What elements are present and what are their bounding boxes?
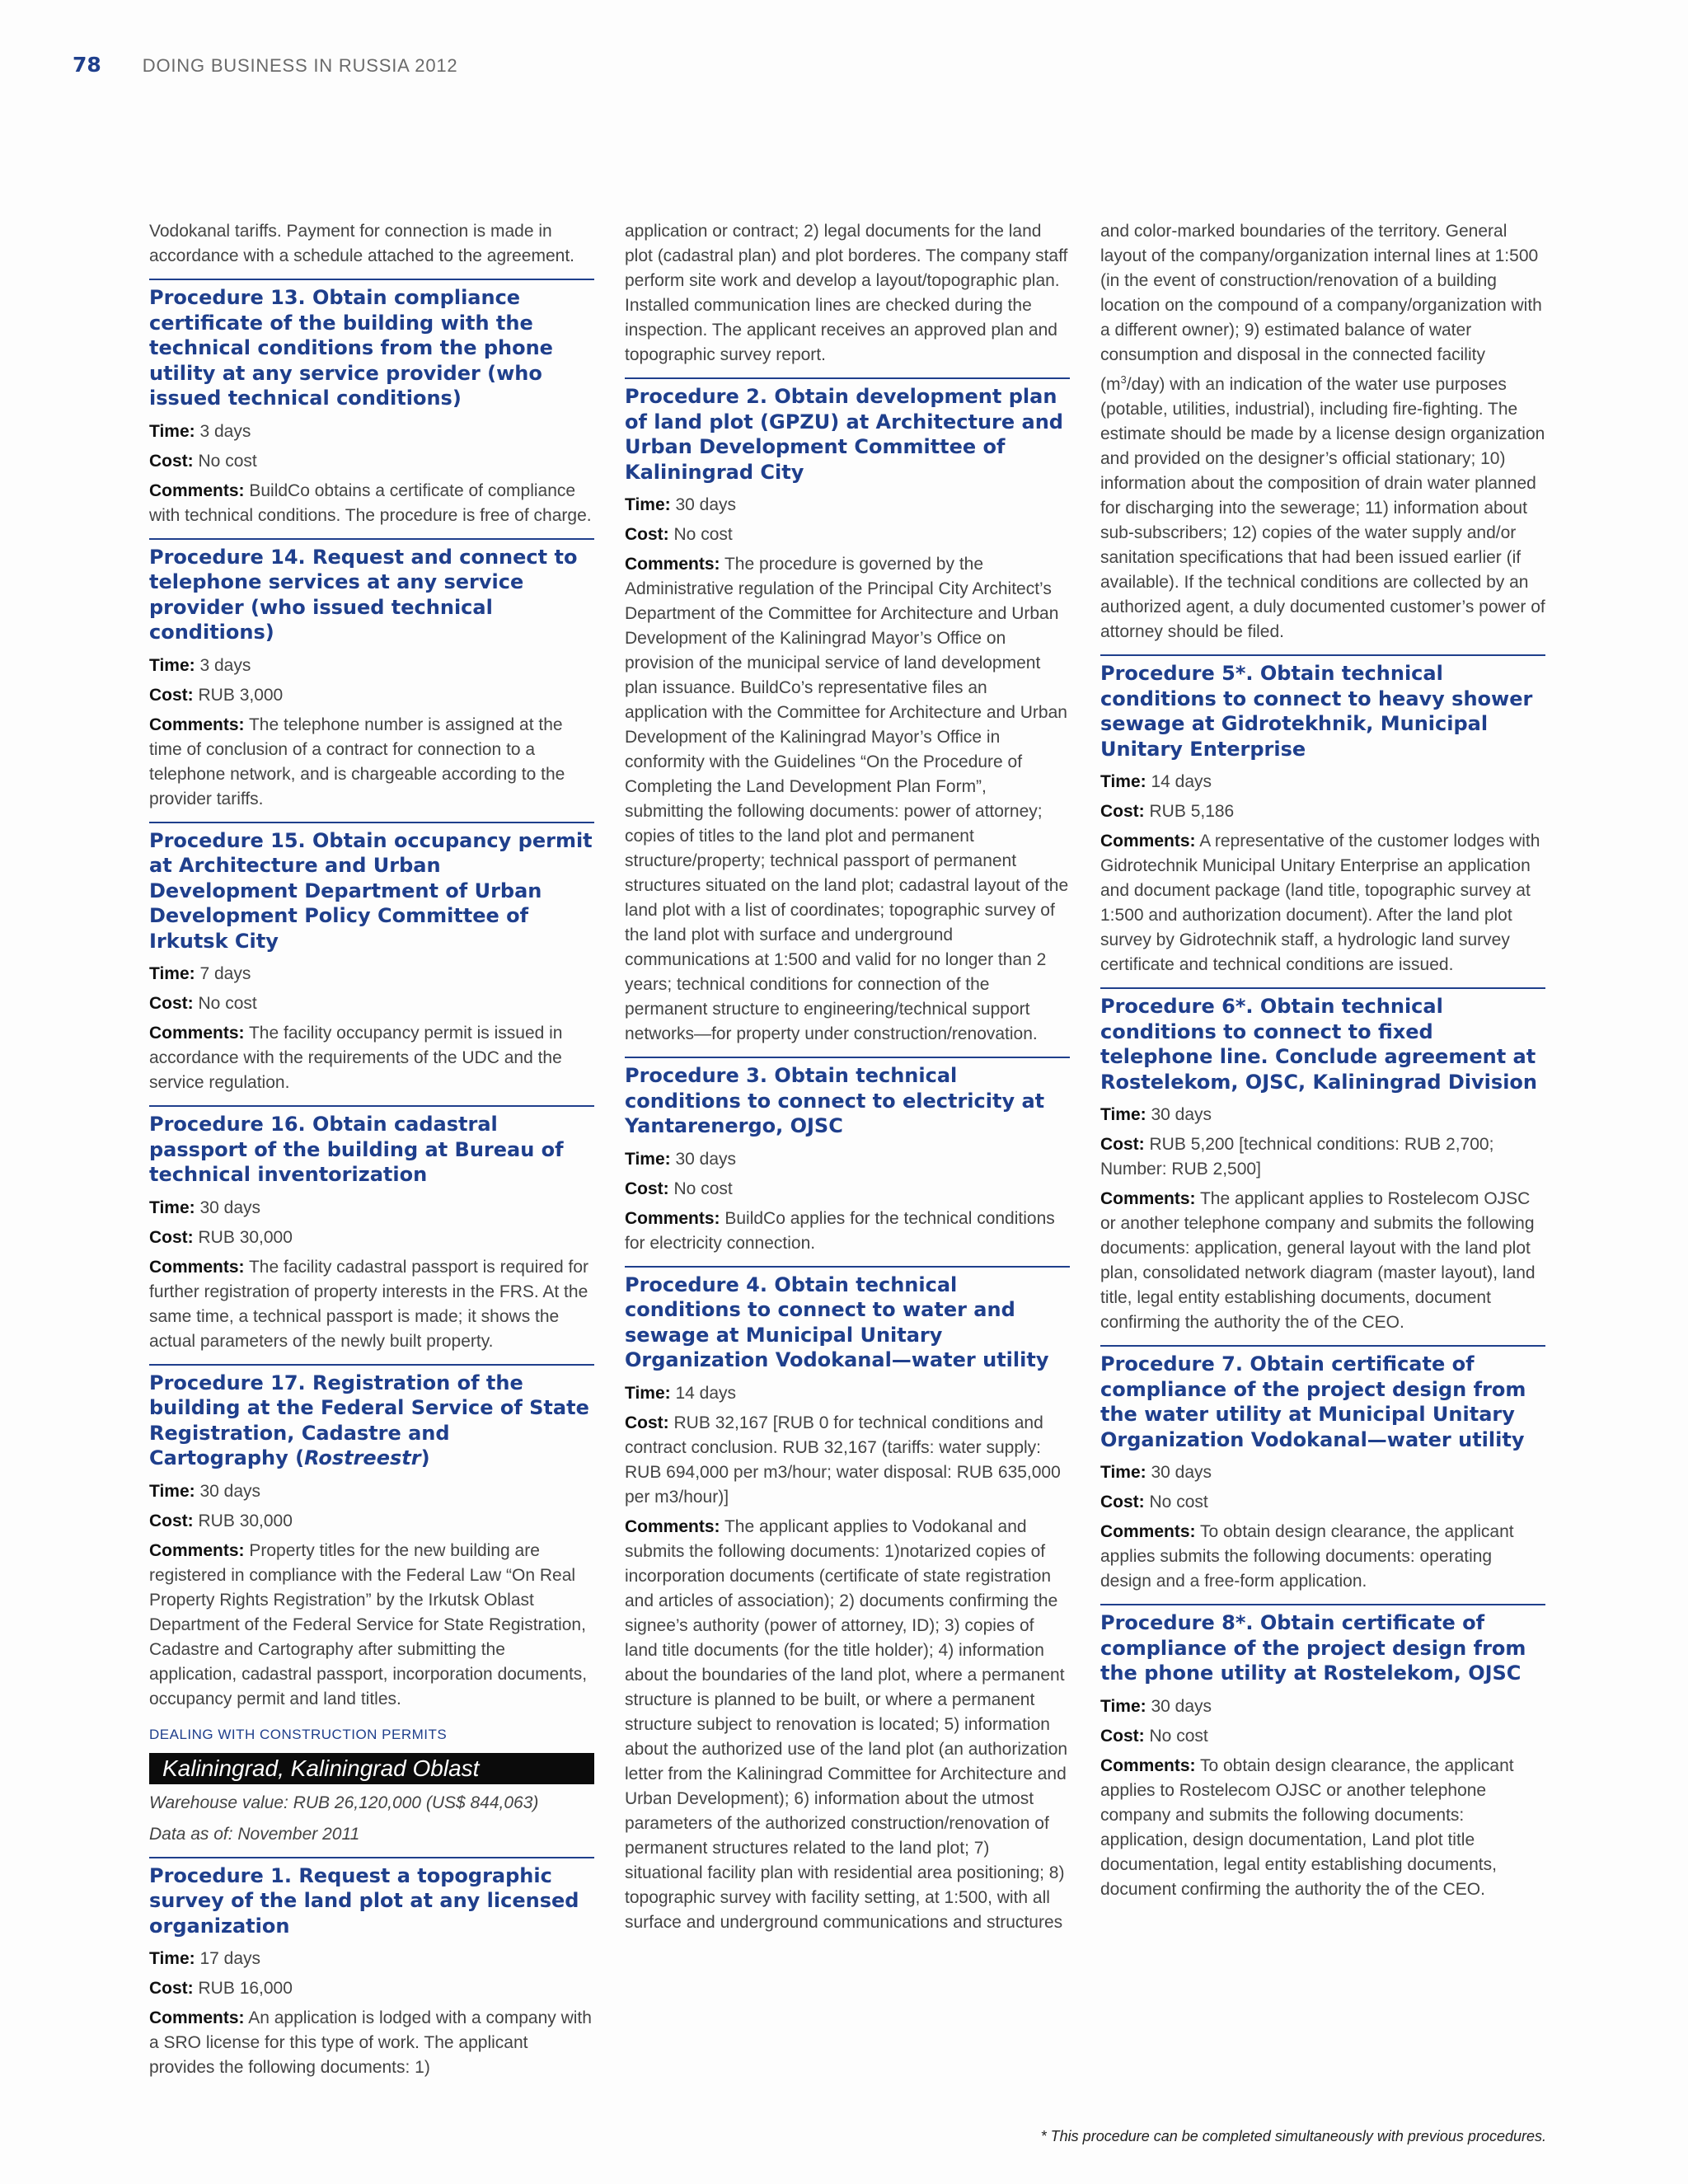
running-title: DOING BUSINESS IN RUSSIA 2012 <box>142 55 458 76</box>
time-value: 30 days <box>1151 1696 1212 1716</box>
procedure-title <box>149 1371 594 1471</box>
cost-value: No cost <box>1149 1726 1208 1746</box>
time-field <box>625 1147 1070 1172</box>
comments-label: Comments: <box>1100 1755 1196 1775</box>
page-header <box>73 53 457 86</box>
time-field <box>1100 1460 1545 1485</box>
cost-field <box>149 1509 594 1534</box>
cost-field <box>149 1976 594 2001</box>
time-label: Time: <box>1100 1463 1146 1482</box>
time-field <box>1100 1103 1545 1127</box>
procedure-title: Procedure 16. Obtain cadastral passport of the building at Bureau of technical inventorization <box>149 1113 564 1186</box>
cost-label: Cost: <box>149 1979 194 1998</box>
time-label: Time: <box>625 495 671 514</box>
time-value: 3 days <box>199 421 251 441</box>
procedure-title: Procedure 2. Obtain development plan of land plot (GPZU) at Architecture and Urban Development Committee of Kaliningrad City <box>625 385 1063 484</box>
comments-text: The facility occupancy permit is issued in accordance with the requirements of the UDC and the service regulation. <box>149 1024 563 1092</box>
time-field <box>149 1947 594 1971</box>
column-1 <box>149 219 594 2085</box>
comments-field <box>1100 829 1545 977</box>
time-value: 17 days <box>199 1949 261 1968</box>
cost-field <box>625 1411 1070 1510</box>
comments-label: Comments: <box>149 2008 245 2027</box>
section-label: DEALING WITH CONSTRUCTION PERMITS <box>149 1726 448 1742</box>
superscript: 3 <box>1120 373 1127 386</box>
cost-field <box>149 683 594 708</box>
cost-label: Cost: <box>625 1179 669 1198</box>
comments-label: Comments: <box>1100 832 1196 851</box>
procedure-2 <box>625 377 1070 1047</box>
comments-label: Comments: <box>625 1516 720 1536</box>
comments-text: A representative of the customer lodges with Gidrotechnik Municipal Unitary Enterprise an application and document package (land title, topographic survey at 1:500 and authorization document). After the land plot survey by Gidrotechnik staff, a hydrologic land survey certificate and technical conditions are issued. <box>1100 832 1540 974</box>
time-field <box>625 493 1070 518</box>
time-value: 30 days <box>675 1149 737 1169</box>
cost-value: RUB 30,000 <box>198 1511 293 1530</box>
time-label: Time: <box>149 1949 195 1968</box>
procedure-title: Procedure 13. Obtain compliance certificate of the building with the technical conditions from the phone utility at any service provider (who issued technical conditions) <box>149 286 553 410</box>
time-value: 14 days <box>675 1383 737 1403</box>
time-value: 14 days <box>1151 772 1212 791</box>
cost-field <box>625 1177 1070 1202</box>
comments-label: Comments: <box>149 480 245 500</box>
procedure-3 <box>625 1057 1070 1256</box>
procedure-5 <box>1100 654 1545 977</box>
continued-text: application or contract; 2) legal documents for the land plot (cadastral plan) and plot borderes. The company staff perform site work and develop a layout/topographic plan. Installed communication lines are checked during the inspection. The applicant receives an approved plan and topographic survey report. <box>625 222 1068 364</box>
cost-value: No cost <box>673 1179 733 1198</box>
comments-text: The facility cadastral passport is required for further registration of property interests in the FRS. At the same time, a technical passport is made; it shows the actual parameters of the newly built property. <box>149 1257 588 1351</box>
cost-field <box>149 449 594 474</box>
procedure-16 <box>149 1105 594 1354</box>
procedure-4 <box>625 1266 1070 1935</box>
comments-field <box>149 2006 594 2080</box>
procedure-title: Procedure 15. Obtain occupancy permit at Architecture and Urban Development Department of Urban Development Policy Committee of Irkutsk City <box>149 828 593 953</box>
cost-value: No cost <box>673 525 733 544</box>
procedure-6 <box>1100 987 1545 1335</box>
time-value: 30 days <box>199 1481 261 1501</box>
comments-label: Comments: <box>625 1208 720 1228</box>
time-label: Time: <box>149 655 195 675</box>
time-field <box>1100 1694 1545 1719</box>
comments-label: Comments: <box>149 1540 245 1560</box>
time-label: Time: <box>149 421 195 441</box>
page-number: 78 <box>73 53 101 77</box>
cost-value: RUB 16,000 <box>198 1979 293 1998</box>
time-field <box>149 654 594 678</box>
cost-label: Cost: <box>1100 1726 1145 1746</box>
time-field <box>1100 770 1545 794</box>
cost-field <box>1100 1724 1545 1749</box>
comments-label: Comments: <box>1100 1522 1196 1541</box>
cost-value: No cost <box>1149 1493 1208 1511</box>
cost-value: RUB 5,200 [technical conditions: RUB 2,700; Number: RUB 2,500] <box>1100 1135 1494 1179</box>
comments-text: The applicant applies to Rostelecom OJSC or another telephone company and submits the following documents: application, general layout with the land plot plan, consolidated network diagram (master layout), land title, legal entity establishing documents, document confirming the authority the of the CEO. <box>1100 1189 1536 1332</box>
comments-field <box>149 1539 594 1712</box>
comments-text: BuildCo applies for the technical conditions for electricity connection. <box>625 1208 1055 1253</box>
procedure-7 <box>1100 1345 1545 1594</box>
procedure-title: Procedure 8*. Obtain certificate of compliance of the project design from the phone utility at Rostelekom, OJSC <box>1100 1611 1526 1685</box>
comments-text: The applicant applies to Vodokanal and submits the following documents: 1)notarized copies of incorporation documents (certificate of state registration and articles of association); 2) documents confirming the signee’s authority (power of attorney, ID); 3) copies of land title documents (for the title holder); 4) information about the boundaries of the land plot, where a permanent structure is planned to be built, or where a permanent structure subject to renovation is located; 5) information about the authorized use of the land plot (an authorization letter from the Kaliningrad Committee for Architecture and Urban Development); 6) information about the utmost parameters of the authorized construction/renovation of permanent structures related to the land plot; 7) situational facility plan with residential area positioning; 8) topographic survey with facility setting, at 1:500, with all surface and underground communications and structures <box>625 1516 1068 1932</box>
procedure-title: Procedure 3. Obtain technical conditions to connect to electricity at Yantarenergo, OJSC <box>625 1064 1045 1137</box>
time-value: 30 days <box>199 1197 261 1217</box>
comments-text: BuildCo obtains a certificate of compliance with technical conditions. The procedure is free of charge. <box>149 480 592 525</box>
time-label: Time: <box>1100 1105 1146 1124</box>
comments-text: An application is lodged with a company with a SRO license for this type of work. The applicant provides the following documents: 1) <box>149 2008 592 2077</box>
comments-field <box>625 1207 1070 1256</box>
time-label: Time: <box>1100 772 1146 791</box>
title-suffix: ) <box>420 1446 430 1469</box>
continued-text-part-1: and color-marked boundaries of the territory. General layout of the company/organization internal lines at 1:500 (in the event of construction/renovation of a building location on the compound of a company/organization with a different owner); 9) estimated balance of water consumption and disposal in the connected facility (m <box>1100 222 1542 394</box>
time-label: Time: <box>149 964 195 983</box>
continued-text <box>1100 219 1545 644</box>
comments-label: Comments: <box>149 1257 245 1277</box>
cost-value: RUB 32,167 [RUB 0 for technical conditions and contract conclusion. RUB 32,167 (tariffs: water supply: RUB 694,000 per m3/hour; water disposal: RUB 635,000 per m3/hour)] <box>625 1413 1061 1507</box>
comments-text: To obtain design clearance, the applicant applies submits the following documents: operating design and a free-form application. <box>1100 1522 1514 1591</box>
procedure-15 <box>149 822 594 1096</box>
time-field <box>149 1479 594 1504</box>
title-italic: Rostreestr <box>304 1446 421 1469</box>
cost-label: Cost: <box>149 1227 194 1247</box>
time-label: Time: <box>625 1149 671 1169</box>
cost-field <box>149 1226 594 1250</box>
time-value: 30 days <box>1151 1105 1212 1124</box>
footnote: * This procedure can be completed simultaneously with previous procedures. <box>1040 2128 1546 2144</box>
data-as-of: Data as of: November 2011 <box>149 1824 360 1844</box>
comments-field <box>1100 1187 1545 1335</box>
warehouse-value: Warehouse value: RUB 26,120,000 (US$ 844,063) <box>149 1793 539 1812</box>
cost-label: Cost: <box>1100 1135 1145 1154</box>
comments-label: Comments: <box>625 555 720 574</box>
cost-label: Cost: <box>149 685 194 705</box>
procedure-title: Procedure 7. Obtain certificate of compliance of the project design from the water utility at Municipal Unitary Organization Vodokanal—water utility <box>1100 1352 1526 1451</box>
procedure-title: Procedure 14. Request and connect to telephone services at any service provider (who issued technical conditions) <box>149 545 578 644</box>
comments-field <box>149 713 594 812</box>
cost-label: Cost: <box>1100 802 1145 821</box>
comments-field <box>149 1021 594 1095</box>
procedure-1 <box>149 1857 594 2081</box>
cost-value: No cost <box>198 994 257 1013</box>
comments-label: Comments: <box>1100 1189 1196 1208</box>
cost-label: Cost: <box>1100 1493 1145 1511</box>
comments-field <box>149 1255 594 1354</box>
time-field <box>149 1196 594 1221</box>
time-value: 30 days <box>675 495 737 514</box>
cost-field <box>625 523 1070 547</box>
time-field <box>625 1381 1070 1406</box>
cost-field <box>1100 799 1545 824</box>
city-heading: Kaliningrad, Kaliningrad Oblast <box>149 1753 594 1784</box>
time-label: Time: <box>625 1383 671 1403</box>
cost-label: Cost: <box>149 994 194 1013</box>
comments-text: The telephone number is assigned at the time of conclusion of a contract for connection to a telephone network, and is chargeable according to the provider tariffs. <box>149 715 565 808</box>
procedure-17 <box>149 1364 594 1712</box>
cost-label: Cost: <box>149 451 194 471</box>
comments-text: Property titles for the new building are registered in compliance with the Federal Law “On Real Property Rights Registration” by the Irkutsk Oblast Department of the Federal Service for State Registration, Cadastre and Cartography after submitting the application, cadastral passport, incorporation documents, occupancy permit and land titles. <box>149 1540 588 1708</box>
cost-label: Cost: <box>625 1413 669 1432</box>
comments-field <box>1100 1754 1545 1902</box>
procedure-8 <box>1100 1604 1545 1902</box>
procedure-title: Procedure 5*. Obtain technical conditions to connect to heavy shower sewage at Gidrotekhnik, Municipal Unitary Enterprise <box>1100 662 1533 761</box>
comments-label: Comments: <box>149 1024 245 1043</box>
cost-field <box>1100 1490 1545 1515</box>
cost-value: RUB 5,186 <box>1149 802 1235 821</box>
comments-field <box>1100 1520 1545 1594</box>
time-label: Time: <box>149 1197 195 1217</box>
cost-label: Cost: <box>625 525 669 544</box>
title-prefix: Procedure 17. Registration of the building at the Federal Service of State Registration, Cadastre and Cartography ( <box>149 1371 589 1469</box>
comments-text: The procedure is governed by the Administrative regulation of the Principal City Architect’s Department of the Committee for Architecture and Urban Development of the Kaliningrad Mayor’s Office on provision of the municipal service of land development plan issuance. BuildCo’s representative files an application with the Committee for Architecture and Urban Development of the Kaliningrad Mayor’s Office in conformity with the Guidelines “On the Procedure of Completing the Land Development Plan Form”, submitting the following documents: power of attorney; copies of titles to the land plot and permanent structure/property; technical passport of permanent structures situated on the land plot; cadastral layout of the land plot with a list of coordinates; topographic survey of the land plot with surface and underground communications at 1:500 and valid for no longer than 2 years; technical conditions for connection of the permanent structure to engineering/technical support networks—for property under construction/renovation. <box>625 555 1069 1043</box>
cost-value: No cost <box>198 451 257 471</box>
procedure-13 <box>149 279 594 528</box>
cost-value: RUB 3,000 <box>198 685 284 705</box>
continued-text-part-2: /day) with an indication of the water use purposes (potable, utilities, industrial), including fire-fighting. The estimate should be made by a license design organization and provided on the designer’s official stationary; 10) information about the composition of drain water planned for discharging into the sewerage; 11) information about sub-subscribers; 12) copies of the water supply and/or sanitation specifications that had been issued earlier (if available). If the technical conditions are collected by an authorized agent, a duly documented customer’s power of attorney should be filed. <box>1100 375 1545 641</box>
cost-field <box>1100 1132 1545 1182</box>
comments-text: To obtain design clearance, the applicant applies to Rostelecom OJSC or another telephone company and submits the following documents: application, design documentation, Land plot title documentation, legal entity establishing documents, document confirming the authority the of the CEO. <box>1100 1755 1514 1899</box>
cost-value: RUB 30,000 <box>198 1227 293 1247</box>
continued-text: Vodokanal tariffs. Payment for connection is made in accordance with a schedule attached to the agreement. <box>149 222 574 265</box>
procedure-14 <box>149 538 594 812</box>
time-label: Time: <box>1100 1696 1146 1716</box>
column-3 <box>1100 219 1545 1907</box>
comments-label: Comments: <box>149 715 245 734</box>
time-field <box>149 419 594 444</box>
time-value: 30 days <box>1151 1463 1212 1482</box>
time-field <box>149 962 594 987</box>
cost-field <box>149 991 594 1016</box>
procedure-title: Procedure 1. Request a topographic survey of the land plot at any licensed organization <box>149 1863 579 1938</box>
time-value: 3 days <box>199 655 251 675</box>
comments-field <box>625 1515 1070 1935</box>
time-value: 7 days <box>199 964 251 983</box>
cost-label: Cost: <box>149 1511 194 1530</box>
procedure-title: Procedure 4. Obtain technical conditions to connect to water and sewage at Municipal Unitary Organization Vodokanal—water utility <box>625 1272 1049 1371</box>
procedure-title: Procedure 6*. Obtain technical conditions to connect to fixed telephone line. Conclude agreement at Rostelekom, OJSC, Kaliningrad Division <box>1100 995 1537 1094</box>
comments-field <box>149 479 594 528</box>
comments-field <box>625 552 1070 1047</box>
column-2 <box>625 219 1070 1940</box>
time-label: Time: <box>149 1481 195 1501</box>
